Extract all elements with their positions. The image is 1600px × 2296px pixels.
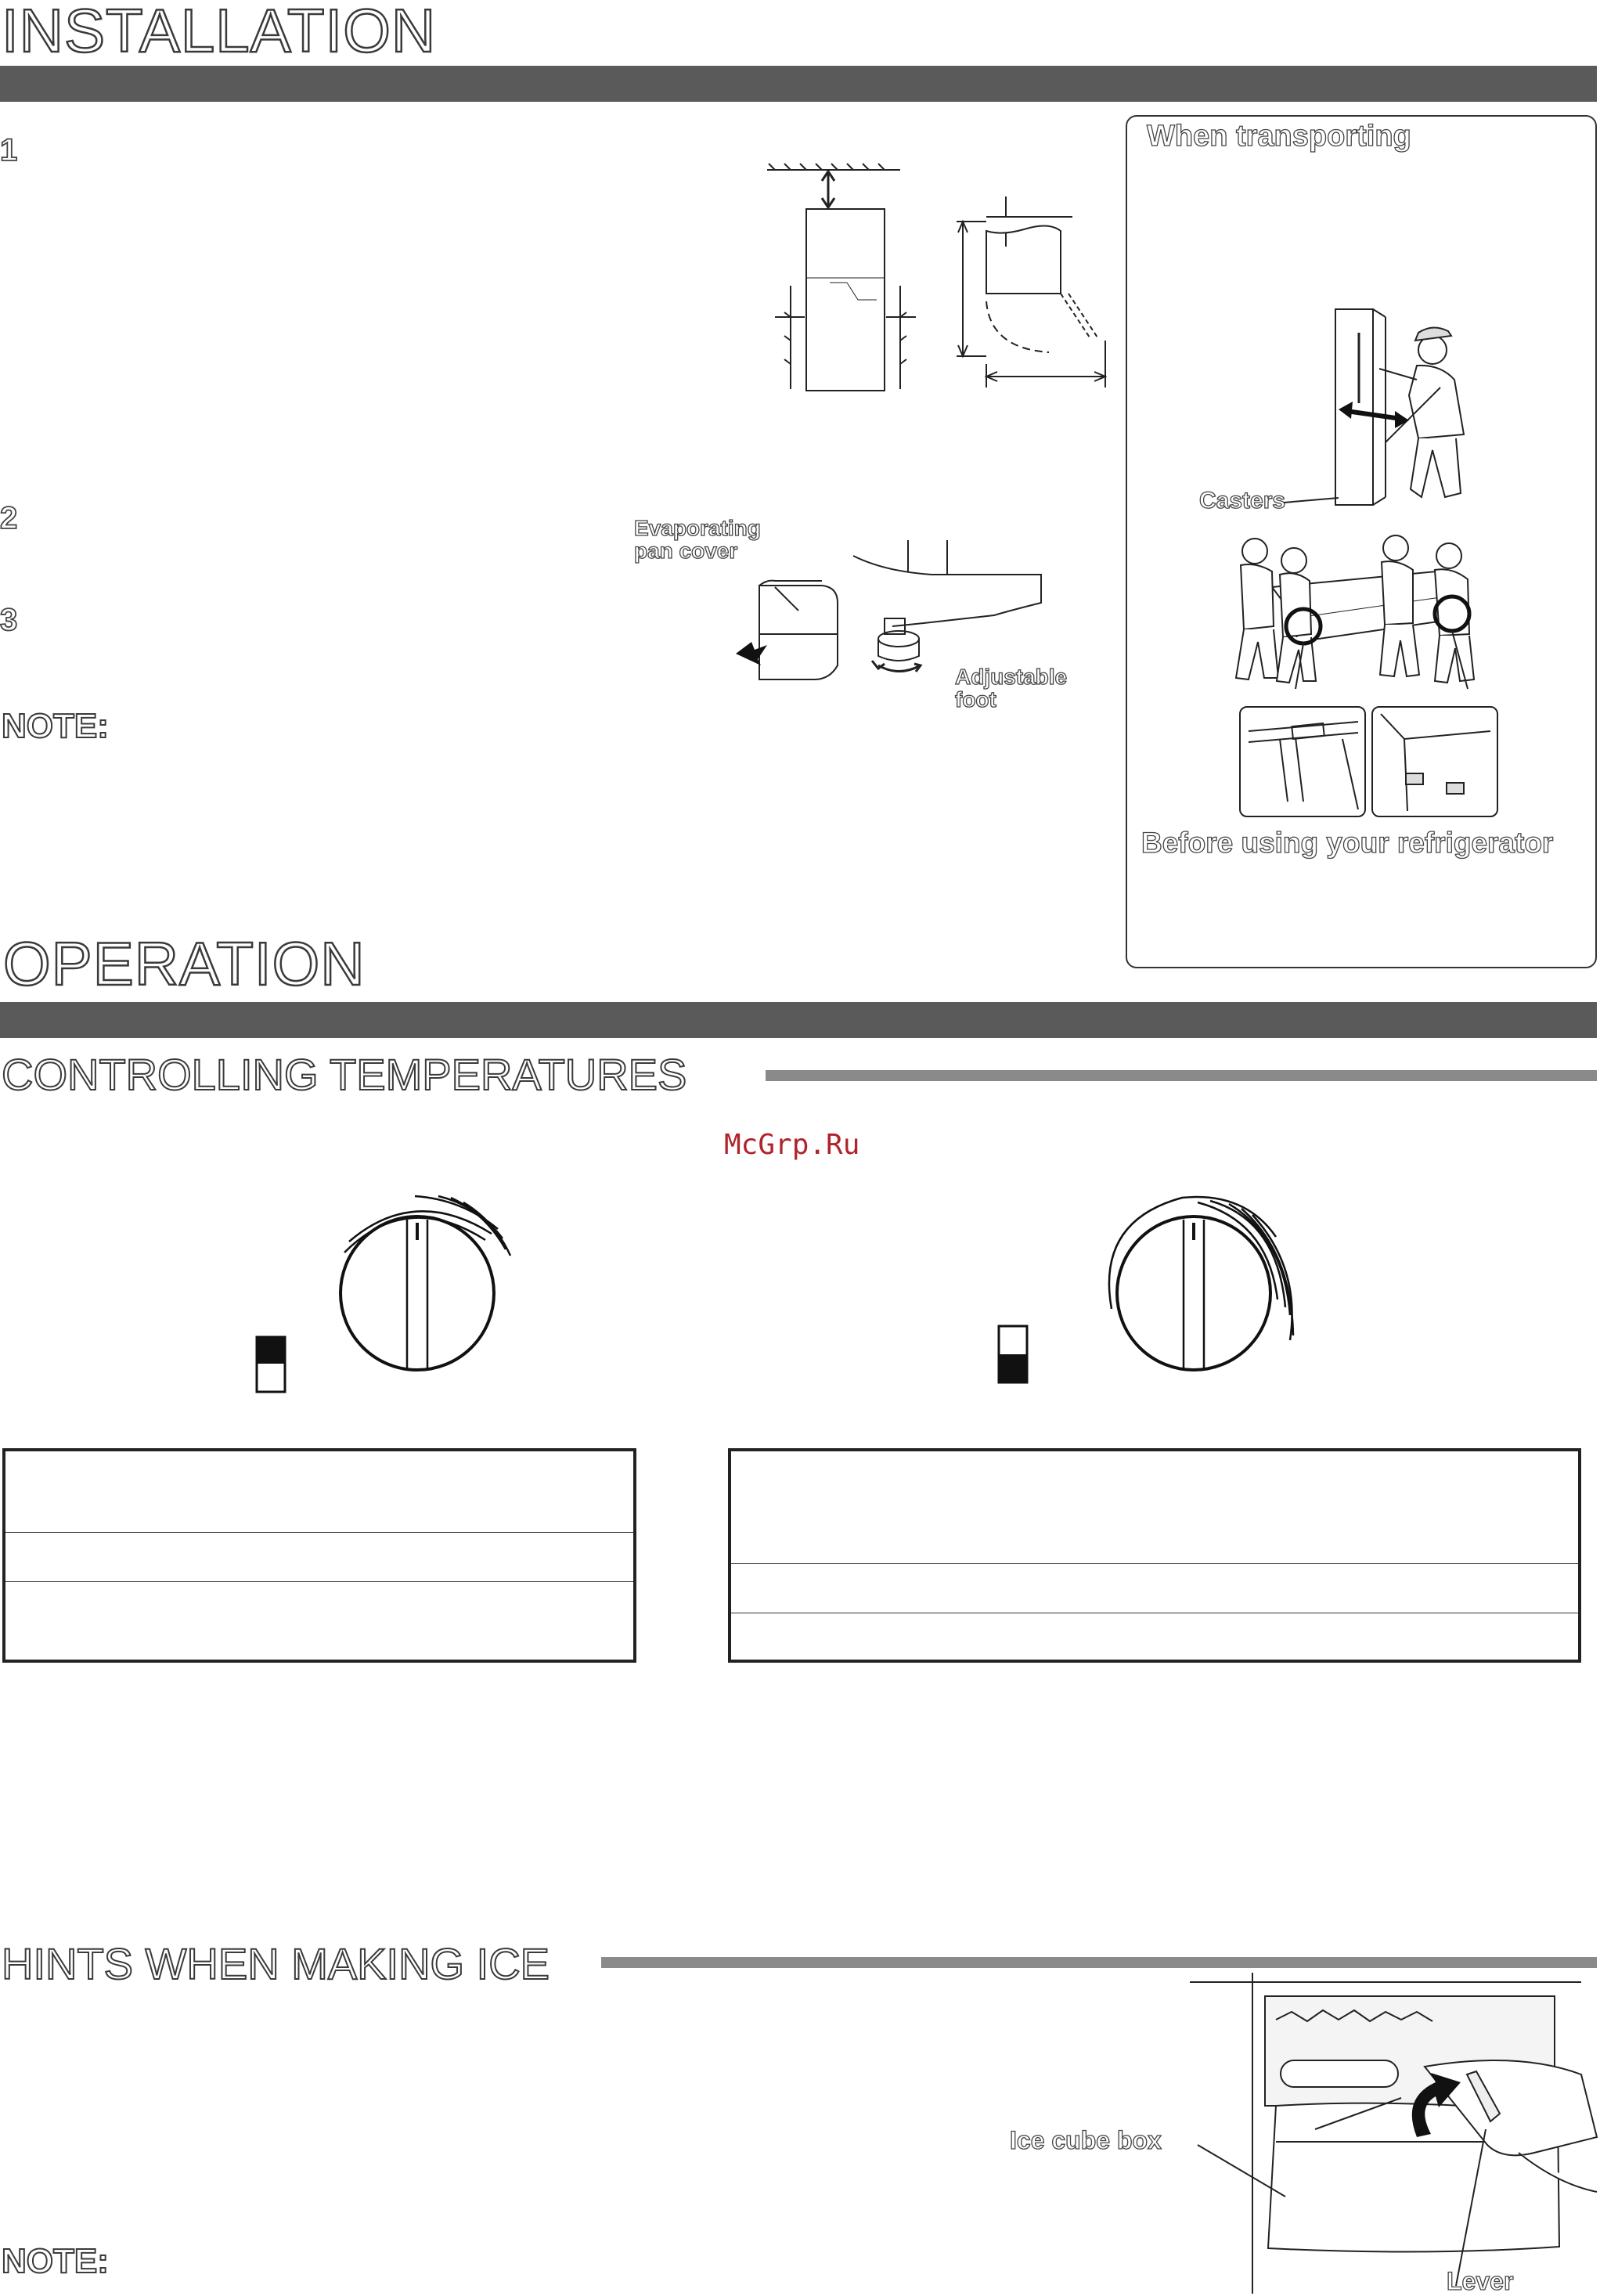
foot-adjustment-diagram	[728, 540, 1041, 697]
table-row	[5, 1532, 633, 1533]
mover-illustration	[1323, 301, 1479, 521]
installation-section-bar	[0, 66, 1597, 102]
clearance-diagram	[751, 160, 1119, 395]
step-number-2: 2	[0, 501, 18, 535]
watermark: McGrp.Ru	[724, 1129, 860, 1161]
four-movers-illustration	[1217, 524, 1499, 689]
installation-note-label: NOTE:	[2, 707, 109, 745]
installation-title: INSTALLATION	[2, 0, 437, 65]
when-transporting-heading: When transporting	[1147, 120, 1411, 153]
hints-making-ice-heading: HINTS WHEN MAKING ICE	[2, 1939, 550, 1988]
ice-note-label: NOTE:	[2, 2242, 109, 2280]
casters-label: Casters	[1199, 488, 1286, 514]
step-number-1: 1	[0, 133, 18, 168]
ice-cube-box-label: Ice cube box	[1010, 2126, 1162, 2154]
before-using-heading: Before using your refrigerator	[1141, 827, 1554, 859]
table-row	[731, 1563, 1578, 1564]
evaporating-pan-cover-text: Evaporating pan cover	[634, 516, 761, 564]
casters-pointer	[1284, 493, 1346, 509]
step-number-3: 3	[0, 603, 18, 637]
lever-label: Lever	[1447, 2267, 1514, 2295]
operation-title: OPERATION	[3, 929, 366, 998]
ice-cube-box-pointer	[1198, 2145, 1292, 2200]
caster-closeup-right	[1371, 706, 1498, 817]
refrigerator-setting-table	[728, 1448, 1581, 1663]
temperature-dial-right	[994, 1174, 1307, 1409]
controlling-temperatures-rule	[766, 1070, 1597, 1081]
freezer-setting-table	[2, 1448, 636, 1663]
table-row	[5, 1581, 633, 1582]
adjustable-foot-text: Adjustable foot	[955, 665, 1068, 712]
temperature-dial-left	[250, 1174, 532, 1409]
operation-section-bar	[0, 1002, 1597, 1038]
ice-cube-box-illustration	[1190, 1965, 1597, 2294]
controlling-temperatures-heading: CONTROLLING TEMPERATURES	[2, 1050, 687, 1099]
caster-closeup-left	[1239, 706, 1366, 817]
